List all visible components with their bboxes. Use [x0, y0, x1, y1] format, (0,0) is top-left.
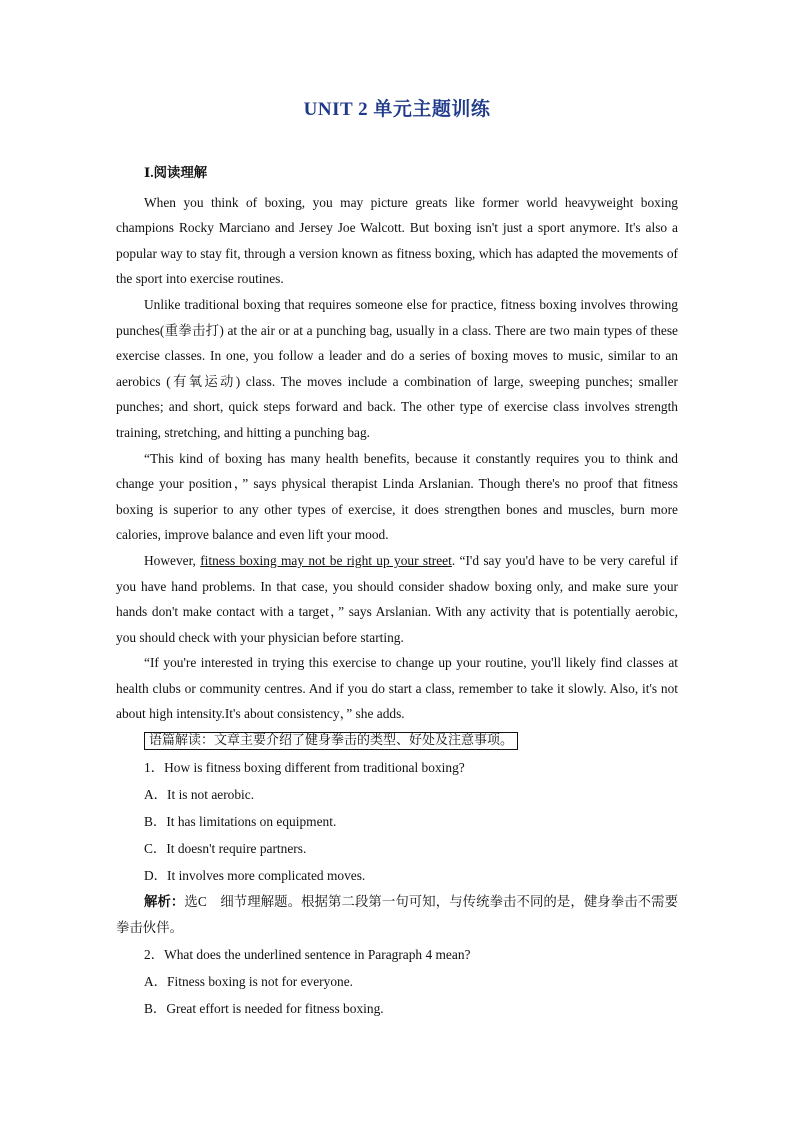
- question-2-option-b: B．Great effort is needed for fitness boxing.: [144, 1001, 384, 1017]
- p4-text-before: However,: [144, 552, 201, 568]
- section-heading: Ⅰ.阅读理解: [144, 165, 208, 180]
- question-1-stem: 1．How is fitness boxing different from traditional boxing?: [144, 760, 465, 776]
- question-2-stem: 2．What does the underlined sentence in Paragraph 4 mean?: [144, 947, 471, 963]
- passage-paragraph-2: Unlike traditional boxing that requires someone else for practice, fitness boxing involves throwing punches(重拳击打) at the air or at a punching bag, usually in a class. There are two main types of these exercise classes. In one, you follow a leader and do a series of boxing moves to music, similar to an aerobics (有氧运动) class. The moves include a combination of large, sweeping punches; smaller punches; and short, quick steps forward and back. The other type of exercise class involves strength training, stretching, and hitting a punching bag.: [116, 296, 678, 440]
- question-1-option-b: B．It has limitations on equipment.: [144, 814, 337, 830]
- question-1-option-d: D．It involves more complicated moves.: [144, 868, 366, 884]
- question-1-analysis: [116, 889, 678, 941]
- question-2-option-a: A．Fitness boxing is not for everyone.: [144, 974, 354, 990]
- summary-box: 语篇解读：文章主要介绍了健身拳击的类型、好处及注意事项。: [144, 732, 518, 750]
- analysis-label: 解析：: [144, 894, 185, 910]
- underlined-sentence: fitness boxing may not be right up your street: [200, 552, 452, 568]
- passage-paragraph-4: [116, 548, 678, 650]
- page-title: UNIT 2 单元主题训练: [303, 99, 491, 120]
- passage-paragraph-3: “This kind of boxing has many health benefits, because it constantly requires you to think and change your position，” says physical therapist Linda Arslanian. Though there's no proof that fitness boxing is superior to any other types of exercise, it does strengthen bones and muscles, burn more calories, improve balance and even lift your mood.: [116, 450, 678, 543]
- analysis-text: 选C 细节理解题。根据第二段第一句可知，与传统拳击不同的是，健身拳击不需要拳击伙伴。: [116, 894, 678, 936]
- question-1-option-c: C．It doesn't require partners.: [144, 841, 307, 857]
- content-body: [116, 160, 678, 1022]
- p4-text-after: . “I'd say you'd have to be very careful if you have hand problems. In that case, you should consider shadow boxing only, and make sure your hands don't make contact with a target，” says Arslanian. With any activity that is potentially aerobic, you should check with your physician before starting.: [116, 552, 678, 645]
- passage-paragraph-5: “If you're interested in trying this exercise to change up your routine, you'll likely find classes at health clubs or community centres. And if you do start a class, remember to take it slowly. Also, it's not about high intensity.It's about consistency，” she adds.: [116, 655, 678, 722]
- passage-paragraph-1: When you think of boxing, you may picture greats like former world heavyweight boxing champions Rocky Marciano and Jersey Joe Walcott. But boxing isn't just a sport anymore. It's also a popular way to stay fit, through a version known as fitness boxing, which has adapted the movements of the sport into exercise routines.: [116, 194, 678, 287]
- question-1-option-a: A．It is not aerobic.: [144, 787, 255, 803]
